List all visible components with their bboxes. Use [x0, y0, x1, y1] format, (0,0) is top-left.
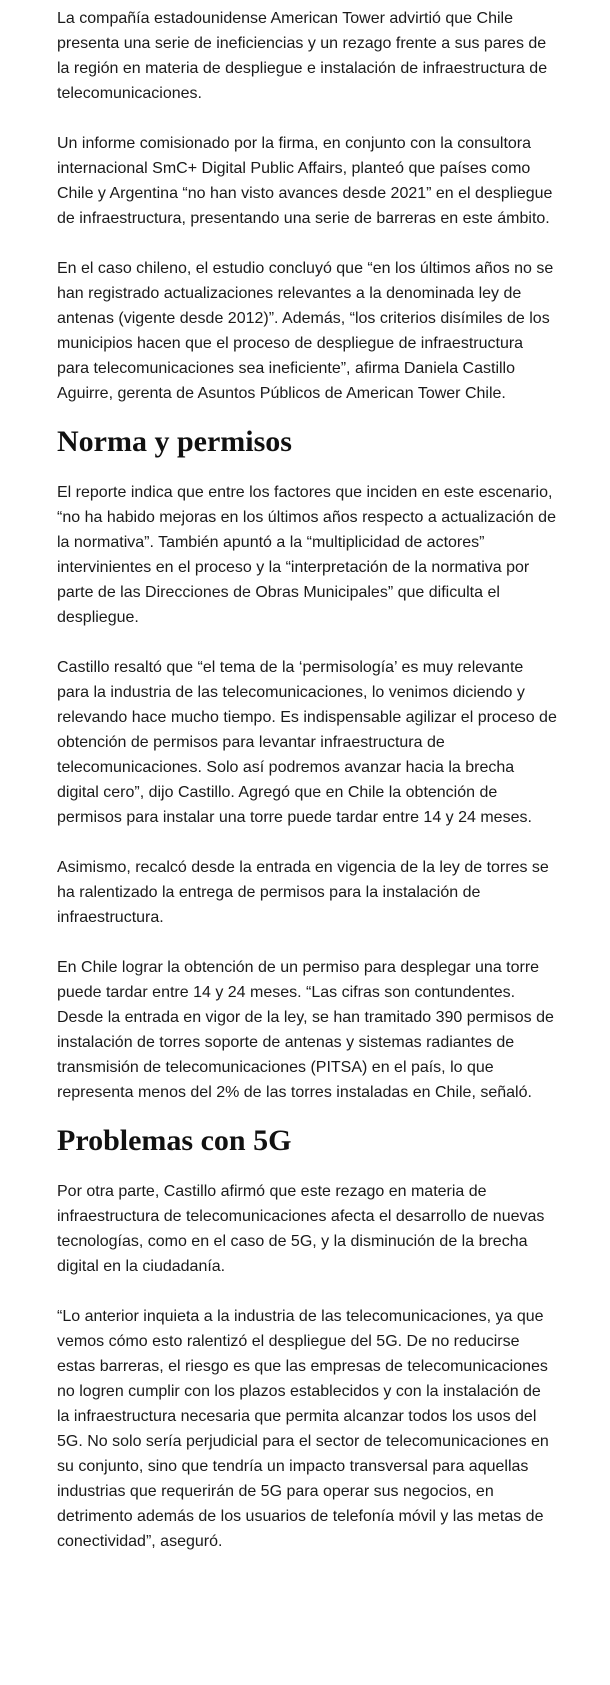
article-paragraph: Un informe comisionado por la firma, en conjunto con la consultora internacional SmC+ Digital Public Affairs, planteó que países como Chile y Argentina “no han visto avances desde 2021” en el despliegue de infraestructura, presentando una serie de barreras en este ámbito. [57, 135, 553, 227]
section-heading-problemas-con-5g: Problemas con 5G [57, 1124, 292, 1157]
article-paragraph: Por otra parte, Castillo afirmó que este rezago en materia de infraestructura de telecomunicaciones afecta el desarrollo de nuevas tecnologías, como en el caso de 5G, y la disminución de la brecha digital en la ciudadanía. [57, 1183, 545, 1275]
article-paragraph: El reporte indica que entre los factores que inciden en este escenario, “no ha habido mejoras en los últimos años respecto a actualización de la normativa”. También apuntó a la “multiplicidad de actores” intervinientes en el proceso y la “interpretación de la normativa por parte de las Direcciones de Obras Municipales” que dificulta el despliegue. [57, 484, 556, 626]
article-paragraph: La compañía estadounidense American Tower advirtió que Chile presenta una serie de ineficiencias y un rezago frente a sus pares de la región en materia de despliegue e instalación de infraestructura de telecomunicaciones. [57, 10, 548, 102]
article-paragraph: “Lo anterior inquieta a la industria de las telecomunicaciones, ya que vemos cómo esto ralentizó el despliegue del 5G. De no reducirse estas barreras, el riesgo es que las empresas de telecomunicaciones no logren cumplir con los plazos establecidos y con la instalación de la infraestructura necesaria que permita alcanzar todos los usos del 5G. No solo sería perjudicial para el sector de telecomunicaciones en su conjunto, sino que tendría un impacto transversal para aquellas industrias que requerirán de 5G para operar sus negocios, en detrimento además de los usuarios de telefonía móvil y las metas de conectividad”, aseguró. [57, 1308, 549, 1550]
article-paragraph: Asimismo, recalcó desde la entrada en vigencia de la ley de torres se ha ralentizado la entrega de permisos para la instalación de infraestructura. [57, 859, 549, 926]
article-paragraph: En el caso chileno, el estudio concluyó que “en los últimos años no se han registrado actualizaciones relevantes a la denominada ley de antenas (vigente desde 2012)”. Además, “los criterios disímiles de los municipios hacen que el proceso de despliegue de infraestructura para telecomunicaciones sea ineficiente”, afirma Daniela Castillo Aguirre, gerenta de Asuntos Públicos de American Tower Chile. [57, 260, 554, 402]
section-heading-norma-y-permisos: Norma y permisos [57, 425, 292, 458]
article-body [57, 6, 557, 1554]
article-paragraph: Castillo resaltó que “el tema de la ‘permisología’ es muy relevante para la industria de las telecomunicaciones, lo venimos diciendo y relevando hace mucho tiempo. Es indispensable agilizar el proceso de obtención de permisos para levantar infraestructura de telecomunicaciones. Solo así podremos avanzar hacia la brecha digital cero”, dijo Castillo. Agregó que en Chile la obtención de permisos para instalar una torre puede tardar entre 14 y 24 meses. [57, 659, 557, 826]
article-paragraph: En Chile lograr la obtención de un permiso para desplegar una torre puede tardar entre 14 y 24 meses. “Las cifras son contundentes. Desde la entrada en vigor de la ley, se han tramitado 390 permisos de instalación de torres soporte de antenas y sistemas radiantes de transmisión de telecomunicaciones (PITSA) en el país, lo que representa menos del 2% de las torres instaladas en Chile, señaló. [57, 959, 554, 1101]
